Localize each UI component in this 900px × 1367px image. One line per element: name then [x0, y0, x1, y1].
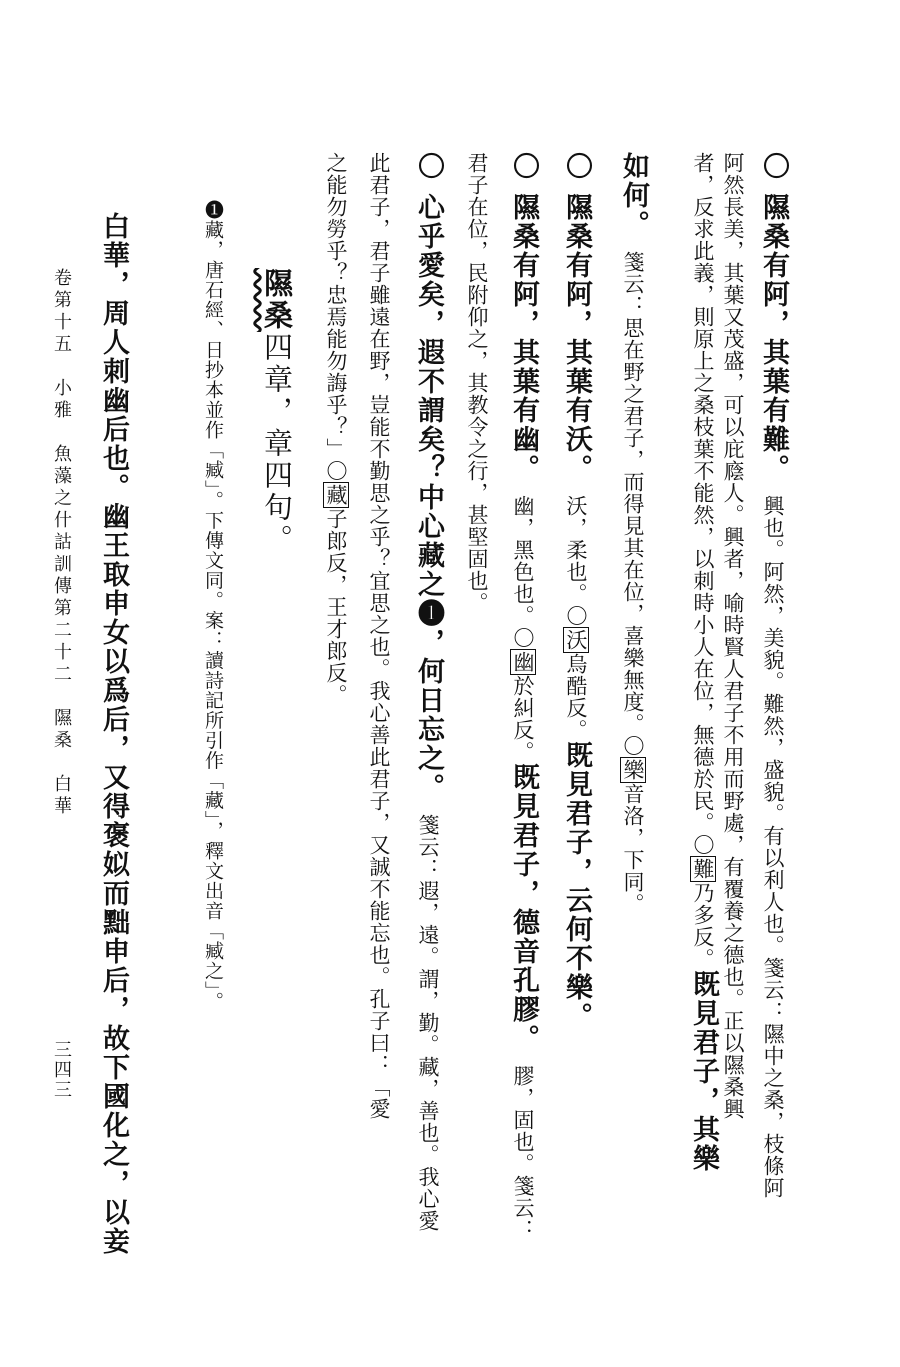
commentary: 興也。阿然，美貌。難然，盛貌。有以利人也。箋云：隰中之桑，枝條阿	[761, 495, 785, 1199]
commentary: 膠，固也。箋云：	[511, 1065, 535, 1241]
text-column	[760, 152, 787, 1199]
text-column	[690, 152, 717, 1173]
commentary: 幽，黑色也。〇	[511, 495, 535, 649]
pronunciation-headword: 藏	[324, 484, 348, 506]
commentary: 箋云：遐，遠。謂，勤。藏，善也。我心愛	[416, 814, 440, 1232]
commentary: 子郎反，王才郎反。	[324, 508, 348, 706]
commentary: 音洛，下同。	[621, 783, 645, 915]
collation-note: ❶藏，唐石經、日抄本並作「臧」。下傳文同。案：讀詩記所引作「藏」，釋文出音「臧之」。	[202, 200, 224, 1012]
running-head: 卷第十五 小雅 魚藻之什詁訓傳第二十二 隰桑 白華	[51, 268, 72, 818]
text-column	[260, 268, 294, 556]
text-column	[203, 200, 222, 1012]
poem-verse: 〇	[413, 152, 444, 181]
text-column	[510, 152, 537, 1241]
commentary: 箋云：思在野之君子，而得見其在位，喜樂無度。〇	[621, 251, 645, 757]
text-column	[620, 152, 647, 915]
poem-verse: 既見君子，德音孔膠。	[508, 763, 539, 1053]
commentary: 於糾反。	[511, 675, 535, 763]
poem-verse: 既見君子，其樂	[688, 970, 719, 1173]
poem-verse: 〇	[758, 152, 789, 181]
poem-verse: 隰桑有阿，其葉有幽。	[508, 193, 539, 483]
commentary: 者，反求此義，則原上之桑枝葉不能然，以刺時小人在位，無德於民。〇	[691, 152, 715, 856]
text-column	[100, 212, 127, 1256]
text-column	[415, 152, 442, 1232]
poem-verse: 心乎愛矣，遐不謂矣？中心藏之❶，何日忘之。	[413, 193, 444, 802]
poem-verse: 如何。	[618, 152, 649, 239]
commentary: 阿然長美，其葉又茂盛，可以庇廕人。興者，喻時賢人君子不用而野處，有覆養之德也。正以隰桑興	[721, 152, 745, 1120]
text-column	[563, 152, 590, 1031]
pronunciation-headword: 幽	[511, 651, 535, 673]
poem-verse: 既見君子，云何不樂。	[561, 741, 592, 1031]
pronunciation-headword: 難	[691, 858, 715, 880]
commentary: 乃多反。	[691, 882, 715, 970]
text-column	[722, 152, 743, 1120]
pronunciation-headword: 沃	[564, 629, 588, 651]
commentary: 之能勿勞乎？忠焉能勿誨乎？」〇	[324, 152, 348, 482]
commentary: 此君子，君子雖遠在野，豈能不勤思之乎？宜思之也。我心善此君子，又誠不能忘也。孔子曰：「愛	[367, 152, 391, 1120]
poem-verse: 隰桑有阿，其葉有沃。	[561, 193, 592, 483]
commentary: 君子在位，民附仰之，其教令之行，甚堅固也。	[465, 152, 489, 614]
commentary: 烏酷反。	[564, 653, 588, 741]
text-column	[466, 152, 487, 614]
page-number: 三四三	[51, 1040, 72, 1100]
text-column	[325, 152, 346, 706]
chapter-count: 四章，章四句。	[260, 332, 294, 556]
pronunciation-headword: 樂	[621, 759, 645, 781]
chapter-title: 隰桑	[260, 268, 294, 332]
poem-verse: 白華，周人刺幽后也。幽王取申女以爲后，又得褒姒而黜申后，故下國化之，以妾	[98, 212, 129, 1256]
poem-verse: 〇	[561, 152, 592, 181]
text-column	[368, 152, 389, 1120]
poem-verse: 隰桑有阿，其葉有難。	[758, 193, 789, 483]
poem-verse: 〇	[508, 152, 539, 181]
commentary: 沃，柔也。〇	[564, 495, 588, 627]
